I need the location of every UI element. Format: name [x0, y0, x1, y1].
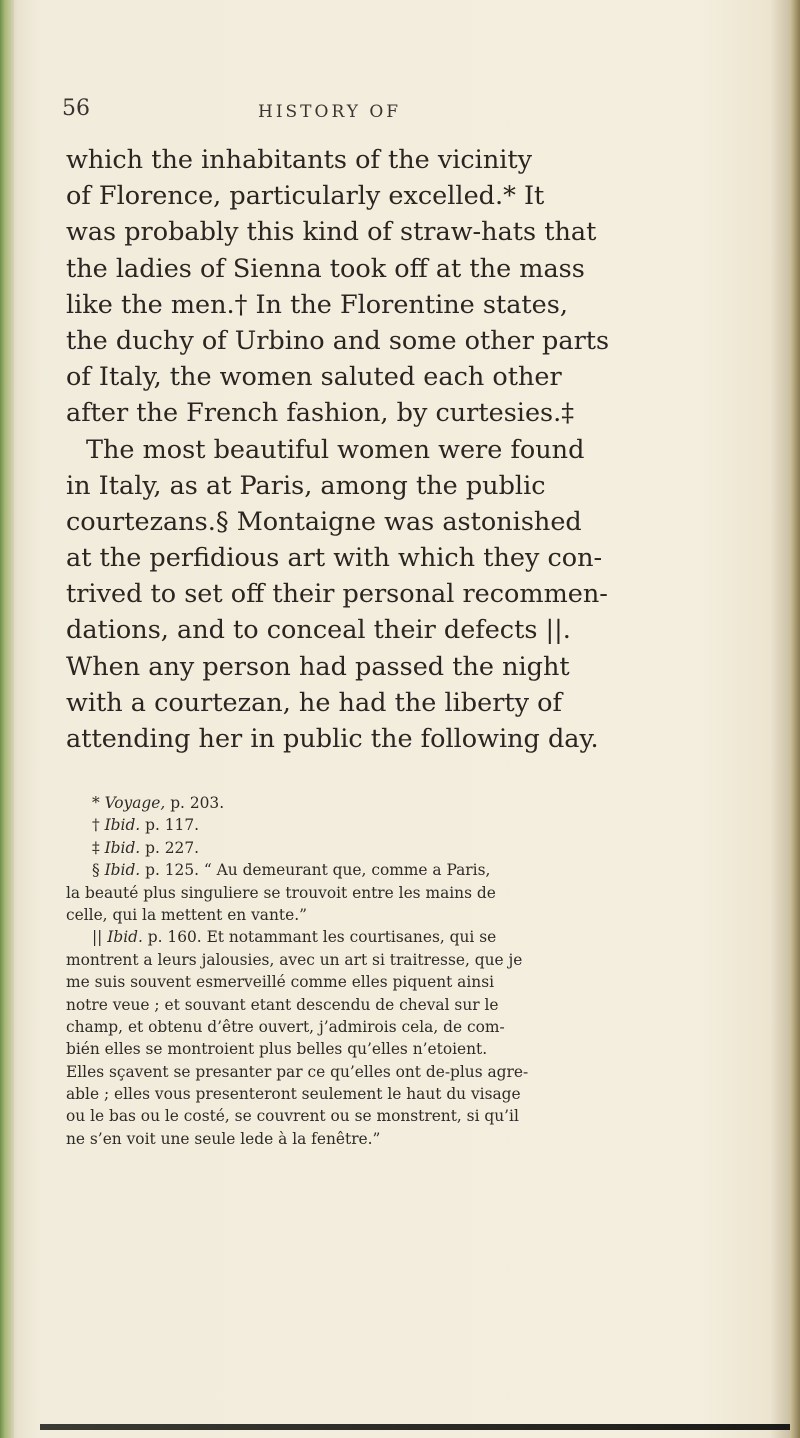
footnote-ref: Ibid.	[104, 861, 141, 880]
page-binding-edge	[0, 0, 14, 1438]
footnote-ref: Ibid.	[104, 816, 141, 835]
footnote-text: champ, et obtenu d’être ouvert, j’admirois cela, de com-	[66, 1017, 505, 1036]
footnote-text: p. 203.	[165, 794, 225, 812]
footnote-text: notre veue ; et souvant etant descendu de cheval sur le	[66, 995, 499, 1014]
footnote-text: la beauté plus singuliere se trouvoit entre les mains de	[66, 883, 496, 902]
footnote-line	[66, 1061, 746, 1083]
footnote-text: ne s’en voit une seule lede à la fenêtre.”	[66, 1129, 381, 1148]
body-line: which the inhabitants of the vicinity	[66, 145, 533, 175]
footnote-text: p. 160. Et notammant les courtisanes, qui se	[142, 928, 497, 947]
footnote-line	[66, 837, 746, 859]
footnote-line	[66, 1016, 746, 1038]
footnote-line	[66, 926, 746, 948]
footnote-text: bién elles se montroient plus belles qu’elles n’etoient.	[66, 1040, 488, 1059]
footnote-line	[66, 1105, 746, 1127]
footnote-line	[66, 1038, 746, 1060]
body-line: the duchy of Urbino and some other parts	[66, 325, 610, 356]
footnote-line	[66, 792, 746, 814]
footnote-ref: Ibid.	[104, 838, 141, 857]
footnotes	[66, 792, 746, 1150]
body-line: of Florence, particularly excelled.* It	[66, 181, 545, 212]
footnote-line	[66, 971, 746, 993]
body-line: The most beautiful women were found	[86, 434, 585, 465]
footnote-ref: Ibid.	[107, 928, 143, 947]
footnote-text: montrent a leurs jalousies, avec un art si traitresse, que je	[66, 950, 523, 969]
footnote-text: p. 227.	[140, 838, 200, 857]
body-line: When any person had passed the night	[66, 651, 570, 682]
body-line: attending her in public the following day.	[66, 724, 599, 754]
footnote-line	[66, 994, 746, 1016]
footnote-line	[66, 814, 746, 836]
body-line: courtezans.§ Montaigne was astonished	[66, 506, 582, 537]
footnote-text: me suis souvent esmerveillé comme elles piquent ainsi	[66, 973, 495, 992]
footnote-mark: †	[92, 816, 105, 835]
body-text	[66, 142, 746, 757]
footnote-text: p. 125. “ Au demeurant que, comme a Paris,	[140, 861, 491, 880]
page-bottom-edge	[40, 1424, 790, 1430]
footnote-line	[66, 904, 746, 926]
footnote-mark: *	[92, 794, 105, 812]
page-right-edge	[790, 0, 800, 1438]
footnote-text: Elles sçavent se presanter par ce qu’elles ont de-plus agre-	[66, 1062, 529, 1081]
footnote-text: ou le bas ou le costé, se couvrent ou se monstrent, si qu’il	[66, 1107, 519, 1126]
footnote-text: p. 117.	[140, 816, 200, 835]
footnote-text: celle, qui la mettent en vante.”	[66, 905, 307, 924]
footnote-ref: Voyage,	[104, 794, 166, 812]
footnote-line	[66, 1083, 746, 1105]
body-line: dations, and to conceal their defects ||.	[66, 615, 571, 646]
body-line: at the perfidious art with which they con-	[66, 543, 603, 574]
body-line: of Italy, the women saluted each other	[66, 362, 562, 393]
body-line: the ladies of Sienna took off at the mass	[66, 253, 585, 284]
body-line: in Italy, as at Paris, among the public	[66, 470, 546, 501]
footnote-text: able ; elles vous presenteront seulement le haut du visage	[66, 1085, 521, 1104]
footnote-mark: ‡	[92, 838, 105, 857]
footnote-mark: ||	[92, 928, 108, 947]
body-line: like the men.† In the Florentine states,	[66, 289, 568, 320]
body-line: was probably this kind of straw-hats that	[66, 217, 597, 248]
body-line: after the French fashion, by curtesies.‡	[66, 398, 574, 429]
footnote-mark: §	[92, 861, 105, 880]
footnote-line	[66, 859, 746, 881]
footnote-line	[66, 882, 746, 904]
running-head: HISTORY OF	[258, 102, 402, 122]
body-line: trived to set off their personal recommen-	[66, 579, 608, 610]
page-header	[62, 96, 762, 132]
footnote-line	[66, 1128, 746, 1150]
footnote-line	[66, 949, 746, 971]
page-number: 56	[62, 96, 90, 121]
body-line: with a courtezan, he had the liberty of	[66, 687, 562, 718]
